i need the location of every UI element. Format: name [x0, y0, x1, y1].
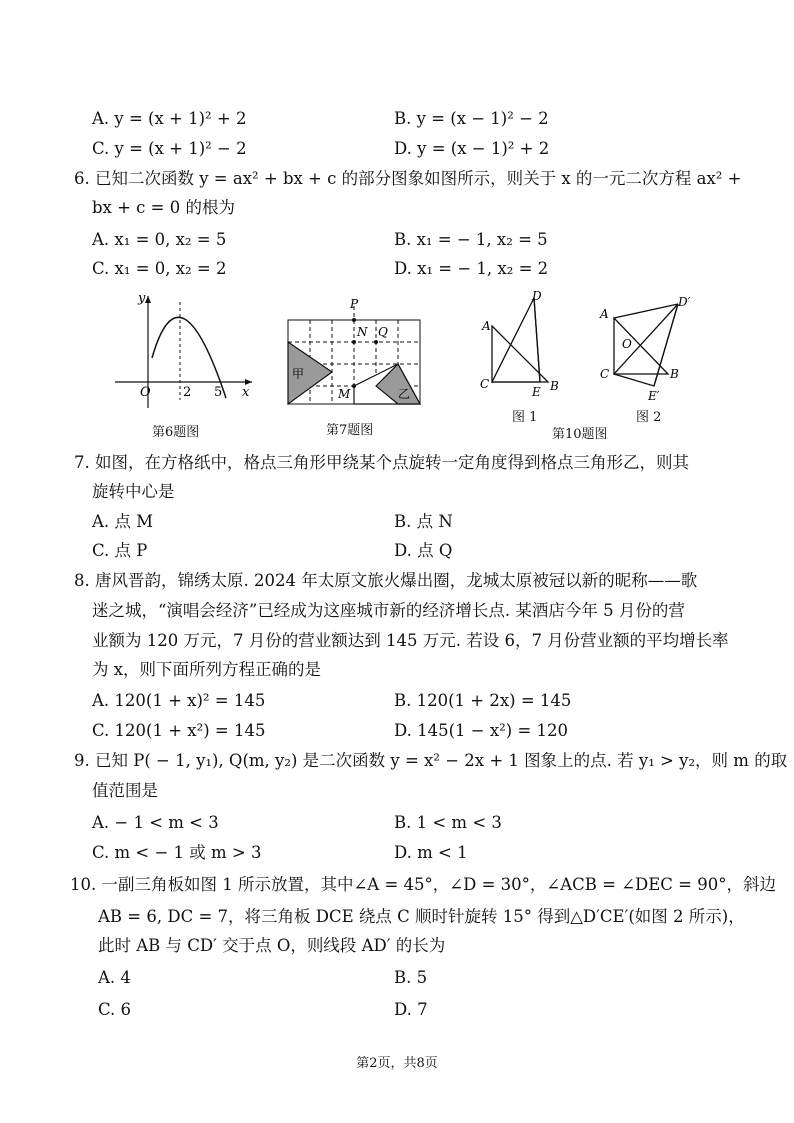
fig10a-label-c: C — [480, 377, 490, 391]
figure-10-1 — [476, 290, 576, 405]
q8-stem-line4: 为 x，则下面所列方程正确的是 — [92, 660, 322, 679]
q6-option-b: B. x₁ = − 1, x₂ = 5 — [394, 230, 548, 249]
q7-stem-line1: 7. 如图，在方格纸中，格点三角形甲绕某个点旋转一定角度得到格点三角形乙，则其 — [74, 453, 689, 472]
fig10b-label-c: C — [600, 367, 610, 381]
q9-option-d: D. m < 1 — [394, 843, 468, 862]
fig7-label-yi: 乙 — [398, 387, 411, 401]
fig7-label-p: P — [350, 297, 359, 311]
q8-option-b: B. 120(1 + 2x) = 145 — [394, 691, 572, 710]
q8-option-c: C. 120(1 + x²) = 145 — [92, 721, 266, 740]
fig10b-label-d: D′ — [678, 295, 691, 309]
q7-option-b: B. 点 N — [394, 512, 453, 531]
fig10b-label-o: O — [622, 337, 632, 351]
q10-option-c: C. 6 — [98, 1000, 132, 1019]
page-number: 第2页，共8页 — [356, 1056, 438, 1071]
q8-stem-line3: 业额为 120 万元，7 月份的营业额达到 145 万元. 若设 6，7 月份营业额的平均增长率 — [92, 631, 729, 650]
figure-10-1-label: 图 1 — [512, 410, 538, 425]
figure-6-caption: 第6题图 — [152, 425, 200, 440]
fig6-tick-5: 5 — [214, 385, 223, 400]
fig7-label-jia: 甲 — [292, 367, 305, 381]
fig6-tick-2: 2 — [183, 385, 192, 400]
q6-option-d: D. x₁ = − 1, x₂ = 2 — [394, 259, 549, 278]
q7-option-a: A. 点 M — [92, 512, 154, 531]
fig7-label-q: Q — [378, 325, 388, 339]
figure-10-caption: 第10题图 — [552, 427, 608, 442]
q6-stem-line1: 6. 已知二次函数 y = ax² + bx + c 的部分图象如图所示，则关于 x 的一元二次方程 ax² + — [74, 169, 742, 188]
q10-option-a: A. 4 — [98, 968, 131, 987]
q7-option-c: C. 点 P — [92, 541, 148, 560]
fig10a-label-b: B — [550, 379, 559, 393]
q10-stem-line2: AB = 6, DC = 7，将三角板 DCE 绕点 C 顺时针旋转 15° 得到△D′CE′(如图 2 所示)， — [98, 907, 745, 926]
q8-option-a: A. 120(1 + x)² = 145 — [92, 691, 266, 710]
q5-option-c: C. y = (x + 1)² − 2 — [92, 139, 247, 158]
q9-stem-line2: 值范围是 — [92, 781, 158, 800]
fig7-label-m: M — [338, 387, 351, 401]
q6-option-c: C. x₁ = 0, x₂ = 2 — [92, 259, 227, 278]
fig6-y-label: y — [138, 291, 146, 306]
q5-option-a: A. y = (x + 1)² + 2 — [92, 109, 247, 128]
q10-option-d: D. 7 — [394, 1000, 428, 1019]
q8-option-d: D. 145(1 − x²) = 120 — [394, 721, 569, 740]
figure-7-caption: 第7题图 — [326, 423, 374, 438]
fig10a-label-d: D — [532, 290, 542, 303]
fig10b-label-e: E′ — [648, 389, 660, 403]
q9-option-a: A. − 1 < m < 3 — [92, 813, 219, 832]
q8-stem-line1: 8. 唐风晋韵，锦绣太原. 2024 年太原文旅火爆出圈，龙城太原被冠以新的昵称——歌 — [74, 571, 698, 590]
figure-10-2 — [594, 290, 704, 405]
fig6-origin-label: O — [140, 385, 151, 400]
fig10a-label-e: E — [532, 385, 541, 399]
figure-6-parabola — [110, 290, 260, 415]
q6-option-a: A. x₁ = 0, x₂ = 5 — [92, 230, 227, 249]
q10-option-b: B. 5 — [394, 968, 428, 987]
fig6-x-label: x — [242, 385, 250, 400]
fig10b-label-a: A — [600, 307, 609, 321]
q6-stem-line2: bx + c = 0 的根为 — [92, 198, 235, 217]
q9-option-c: C. m < − 1 或 m > 3 — [92, 843, 262, 862]
fig10b-label-b: B — [670, 367, 679, 381]
q7-stem-line2: 旋转中心是 — [92, 482, 175, 501]
q8-stem-line2: 迷之城，“演唱会经济”已经成为这座城市新的经济增长点. 某酒店今年 5 月份的营 — [92, 601, 685, 620]
fig7-label-n: N — [357, 325, 368, 339]
fig10a-label-a: A — [482, 319, 491, 333]
q9-option-b: B. 1 < m < 3 — [394, 813, 502, 832]
q10-stem-line1: 10. 一副三角板如图 1 所示放置，其中∠A = 45°，∠D = 30°，∠ACB = ∠DEC = 90°，斜边 — [70, 875, 776, 894]
q7-option-d: D. 点 Q — [394, 541, 453, 560]
q5-option-d: D. y = (x − 1)² + 2 — [394, 139, 550, 158]
figure-10-2-label: 图 2 — [636, 410, 662, 425]
figure-7-grid — [280, 296, 430, 411]
q10-stem-line3: 此时 AB 与 CD′ 交于点 O，则线段 AD′ 的长为 — [98, 936, 446, 955]
q9-stem-line1: 9. 已知 P( − 1, y₁), Q(m, y₂) 是二次函数 y = x² − 2x + 1 图象上的点. 若 y₁ > y₂，则 m 的取 — [74, 751, 788, 770]
q5-option-b: B. y = (x − 1)² − 2 — [394, 109, 549, 128]
